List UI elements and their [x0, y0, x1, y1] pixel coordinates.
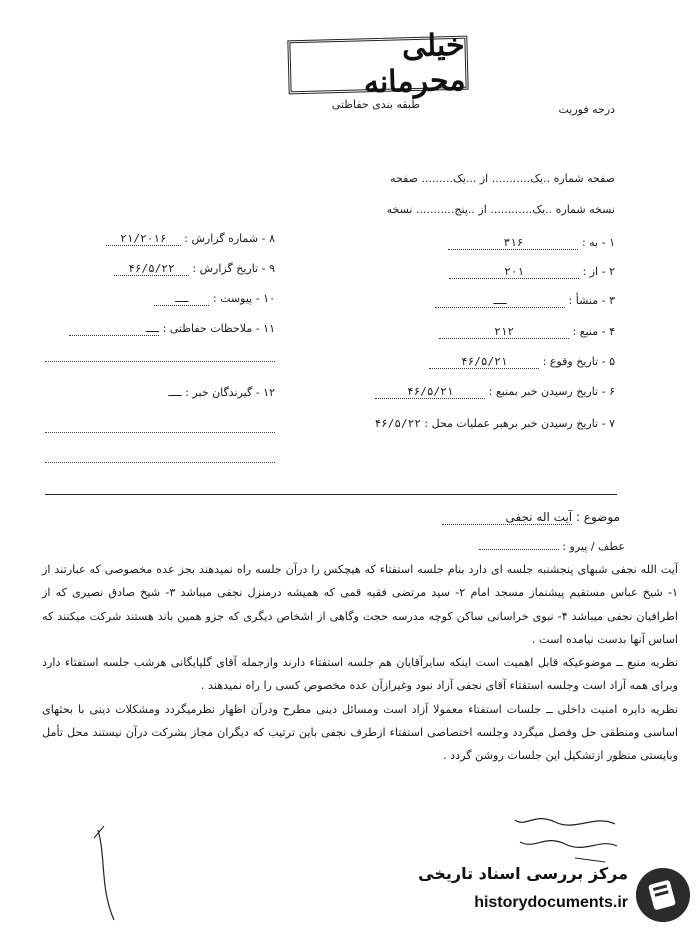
subject-label: موضوع :: [575, 510, 620, 524]
field-security-notes-value: ــ: [145, 322, 160, 335]
field-to-label: ۱ - به :: [581, 236, 615, 249]
watermark-url: historydocuments.ir: [474, 894, 628, 911]
field-from-value: ۲۰۱: [504, 265, 524, 278]
field-source-received-date-label: ۶ - تاریخ رسیدن خبر بمنبع :: [488, 385, 615, 398]
classification-stamp: خیلی محرمانه: [287, 36, 468, 95]
page-number-line: صفحه شماره ..یک........... از ...یک......... صفحه: [390, 172, 615, 185]
field-ops-received-date-label: ۷ - تاریخ رسیدن خبر برهبر عملیات محل :: [424, 417, 615, 430]
field-from-label: ۲ - از :: [582, 265, 615, 278]
watermark-title: مرکز بررسی اسناد تاریخی: [418, 864, 628, 883]
section-divider: [45, 494, 617, 495]
classification-label: طبقه بندی حفاظتی: [331, 98, 420, 111]
reference-label: عطف / پیرو :: [562, 540, 625, 553]
field-to: [380, 236, 615, 250]
subject-line: [390, 510, 620, 525]
priority-label: درجه فوریت: [558, 103, 615, 116]
body-paragraph: آیت الله نجفی شبهای پنجشنبه جلسه ای دارد بنام جلسه استفتاء که هیچکس را درآن جلسه راه نمیدهند بجز عده مخصوصی که عبارتند از ۱- شیخ عباس مستقیم پیشنماز مسجد امام ۲- سید مرتضی فقیه قمی که همیشه درمنزل نجفی میباشد ۳- شیخ صادق نصیری که از اطرافیان نجفی میباشد ۴- نبوی خراسانی ساکن کوچه مدرسه حجت وگاهی از اشخاص دیگری که جزو همین باند هستند شرکت میکنند که اساس آنها بدست نیامده است .: [42, 563, 679, 646]
field-report-number-label: ۸ - شماره گزارش :: [184, 232, 275, 245]
report-body: [42, 558, 678, 768]
field-report-date-value: ۴۶/۵/۲۲: [128, 262, 175, 275]
field-origin-label: ۳ - منشأ :: [568, 294, 615, 307]
field-report-number: [95, 232, 275, 246]
field-origin: [380, 294, 615, 308]
reference-line: [470, 540, 625, 553]
field-occurrence-date: [380, 355, 615, 369]
body-paragraph: نظریه دایره امنیت داخلی ــ جلسات استفتاء معمولا آزاد است ومسائل دینی مطرح ودرآن اظهار نظرمیگردد ومشکلات دینی با بحثهای اساسی ومنطقی حل وفصل میگردد وجلسه اختصاصی استفتاء ازطرف نجفی باین ترتیب که دیگران مجاز بشرکت درآن نیستند محل تأمل وبایستی منظور ازتشکیل این جلسات روشن گردد .: [42, 702, 678, 763]
field-to-value: ۳۱۶: [503, 236, 524, 249]
watermark: [400, 858, 690, 932]
field-report-number-value: ۲۱/۲۰۱۶: [120, 232, 167, 245]
field-source-received-date: [330, 385, 615, 399]
copy-number-line: نسخه شماره ..یک............ از ..پنج........... نسخه: [386, 203, 615, 216]
field-occurrence-date-value: ۴۶/۵/۲۱: [461, 355, 508, 368]
blank-line: [45, 432, 275, 433]
subject-value: آیت اله نجفی: [505, 510, 573, 524]
field-from: [380, 265, 615, 279]
field-ops-received-date-value: ۴۶/۵/۲۲: [374, 417, 421, 430]
field-security-notes: [40, 322, 275, 336]
field-attachment-value: ــ: [175, 292, 189, 305]
field-attachment-label: ۱۰ - پیوست :: [212, 292, 275, 305]
field-origin-value: ــ: [493, 294, 507, 307]
field-report-date: [95, 262, 275, 276]
blank-line: [45, 462, 275, 463]
field-report-date-label: ۹ - تاریخ گزارش :: [192, 262, 275, 275]
field-attachment: [115, 292, 275, 306]
field-recipients-value: ــ: [168, 386, 182, 399]
field-source: [380, 325, 615, 339]
field-source-received-date-value: ۴۶/۵/۲۱: [407, 385, 454, 398]
field-ops-received-date: [320, 417, 615, 430]
blank-line: [45, 361, 275, 362]
body-paragraph: نظریه منبع ــ موضوعیکه قابل اهمیت است اینکه سایرآقایان هم جلسه استفتاء دارند وازجمله آقای گلپایگانی هرشب جلسه استفتاء دارد وبرای همه آزاد است وجلسه استفتاء آقای نجفی آزاد نبود وغیرازآن عده مخصوص کسی را راه نمیدهند .: [42, 656, 678, 693]
archive-logo-icon: [636, 868, 690, 922]
field-security-notes-label: ۱۱ - ملاحظات حفاظتی :: [162, 322, 275, 335]
handwritten-signature-mark: [92, 818, 132, 928]
field-source-label: ۴ - منبع :: [572, 325, 615, 338]
field-source-value: ۲۱۲: [494, 325, 514, 338]
field-recipients: [115, 386, 275, 399]
field-occurrence-date-label: ۵ - تاریخ وقوع :: [542, 355, 615, 368]
field-recipients-label: ۱۲ - گیرندگان خبر :: [185, 386, 275, 399]
